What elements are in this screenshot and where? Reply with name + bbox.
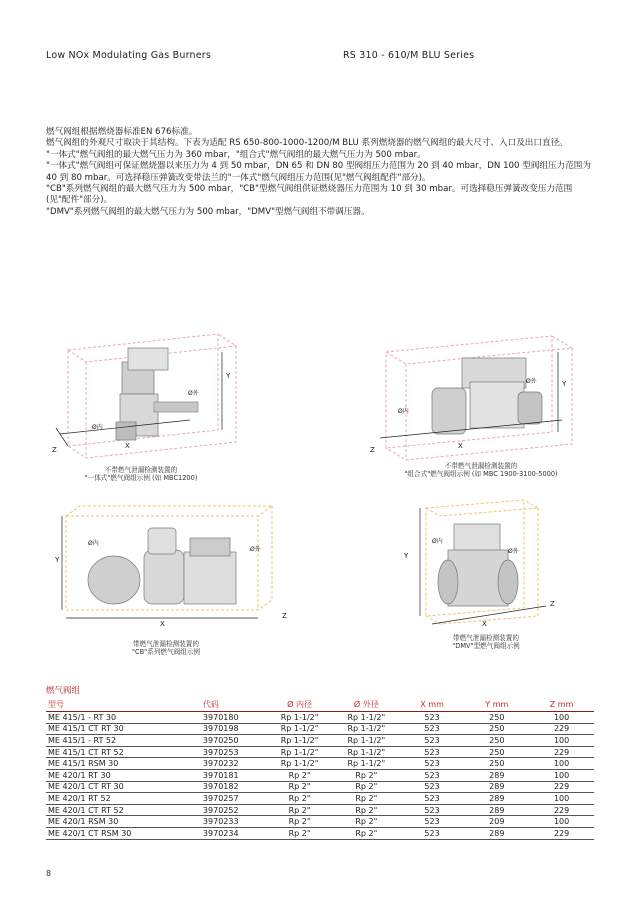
gas-train-table-section [46,684,594,840]
cell-x: 523 [400,735,465,747]
cell-model: ME 415/1 RSM 30 [46,758,193,770]
cell-y: 289 [464,781,529,793]
figure-dmv-valve [396,490,566,630]
cell-model: ME 420/1 RT 52 [46,793,193,805]
valve-illustration [50,322,250,464]
cell-code: 3970253 [193,746,266,758]
table-row [46,746,594,758]
dim-y-label: Y [404,552,409,560]
cell-x: 523 [400,758,465,770]
cell-x: 523 [400,769,465,781]
table-row [46,816,594,828]
cell-inlet: Rp 1-1/2" [266,746,333,758]
intro-line: "CB"系列燃气阀组的最大燃气压力为 500 mbar，"CB"型燃气阀组供证燃烧器压力范围为 10 到 30 mbar。可选择稳压弹簧改变压力范围(见"配件"部分)。 [46,184,573,206]
table-title: 燃气阀组 [46,686,81,696]
col-y: Y mm [464,698,529,712]
cell-model: ME 415/1 CT RT 52 [46,746,193,758]
cell-inlet: Rp 2" [266,804,333,816]
intro-line: 燃气阀组根据燃烧器标准EN 676标准。 [46,127,198,137]
col-z: Z mm [529,698,594,712]
col-x: X mm [400,698,465,712]
cell-code: 3970198 [193,723,266,735]
outlet-diameter-label: Ø外 [526,378,537,385]
intro-line: 燃气阀组的外观尺寸取决于其结构。下表为适配 RS 650-800-1000-1200/M BLU 系列燃烧器的燃气阀组的最大尺寸、入口及出口直径。 [46,138,568,149]
figure-caption: 带燃气泄漏检测装置的 "CB"系列燃气阀组示例 [132,640,200,656]
cell-outlet: Rp 2" [333,816,400,828]
figure-caption: 不带燃气泄漏检测装置的 "一体式"燃气阀组示例 (如 MBC1200) [84,466,198,482]
cell-model: ME 415/1 - RT 52 [46,735,193,747]
cell-code: 3970257 [193,793,266,805]
cell-inlet: Rp 1-1/2" [266,735,333,747]
dim-y-label: Y [55,556,60,564]
cell-inlet: Rp 2" [266,793,333,805]
cell-x: 523 [400,746,465,758]
dim-x-label: X [458,442,463,450]
col-inlet: Ø 内径 [266,698,333,712]
col-model: 型号 [46,698,193,712]
header-series: RS 310 - 610/M BLU Series [343,50,475,61]
table-row [46,723,594,735]
dim-z-label: Z [370,446,375,454]
cell-outlet: Rp 2" [333,793,400,805]
cell-model: ME 415/1 - RT 30 [46,712,193,724]
intro-line: "DMV"系列燃气阀组的最大燃气压力为 500 mbar，"DMV"型燃气阀组不带调压器。 [46,206,370,217]
cell-model: ME 420/1 CT RT 30 [46,781,193,793]
table-row [46,793,594,805]
cell-outlet: Rp 1-1/2" [333,712,400,724]
outlet-diameter-label: Ø外 [188,390,199,397]
dim-z-label: Z [550,600,555,608]
cell-inlet: Rp 2" [266,781,333,793]
cell-inlet: Rp 2" [266,827,333,839]
table-row [46,735,594,747]
dim-z-label: Z [52,446,57,454]
table-row [46,712,594,724]
col-outlet: Ø 外径 [333,698,400,712]
cell-model: ME 415/1 CT RT 30 [46,723,193,735]
cell-code: 3970250 [193,735,266,747]
cell-code: 3970232 [193,758,266,770]
figure-composite-valve [366,322,586,464]
figure-cb-valve [52,500,292,630]
cell-model: ME 420/1 RSM 30 [46,816,193,828]
cell-y: 289 [464,793,529,805]
cell-z: 229 [529,746,594,758]
cell-code: 3970252 [193,804,266,816]
cell-z: 100 [529,816,594,828]
page-number: 8 [46,869,52,878]
cell-z: 229 [529,827,594,839]
intro-line: "一体式"燃气阀组可保证燃烧器以来压力为 4 到 50 mbar，DN 65 和 DN 80 型阀组压力范围为 20 到 40 mbar，DN 100 型阀组压力范围为 40 到 80 mbar。可选择稳压弹簧改变带法兰的"一体式"燃气阀组压力范围(见"燃气阀组配件"部分)。 [46,161,591,183]
cell-x: 523 [400,712,465,724]
inlet-diameter-label: Ø内 [432,538,443,545]
table-header-row [46,698,594,712]
cell-inlet: Rp 1-1/2" [266,712,333,724]
cell-z: 229 [529,781,594,793]
table-row [46,769,594,781]
cell-y: 250 [464,758,529,770]
cell-z: 100 [529,758,594,770]
inlet-diameter-label: Ø内 [88,540,99,547]
cell-model: ME 420/1 CT RT 52 [46,804,193,816]
cell-y: 250 [464,746,529,758]
cell-inlet: Rp 2" [266,816,333,828]
header-title: Low NOx Modulating Gas Burners [46,50,212,61]
valve-illustration [366,322,586,464]
cell-y: 209 [464,816,529,828]
figure-monoblock-valve [50,322,250,464]
outlet-diameter-label: Ø外 [508,548,519,555]
cell-x: 523 [400,827,465,839]
cell-outlet: Rp 1-1/2" [333,735,400,747]
gas-train-table [46,698,594,840]
figure-caption: 不带燃气泄漏检测装置的 "组合式"燃气阀组示例 (如 MBC 1900-3100-5000) [404,462,558,478]
cell-y: 250 [464,712,529,724]
cell-code: 3970234 [193,827,266,839]
cell-x: 523 [400,816,465,828]
cell-x: 523 [400,804,465,816]
cell-z: 229 [529,723,594,735]
intro-line: "一体式"燃气阀组的最大燃气压力为 360 mbar，"组合式"燃气阀组的最大燃气压力为 500 mbar。 [46,149,426,160]
cell-model: ME 420/1 RT 30 [46,769,193,781]
outlet-diameter-label: Ø外 [250,546,261,553]
cell-inlet: Rp 2" [266,769,333,781]
inlet-diameter-label: Ø内 [398,408,409,415]
cell-code: 3970181 [193,769,266,781]
cell-inlet: Rp 1-1/2" [266,758,333,770]
cell-outlet: Rp 1-1/2" [333,723,400,735]
dim-y-label: Y [562,380,567,388]
dim-x-label: X [125,442,130,450]
table-row [46,781,594,793]
cell-x: 523 [400,793,465,805]
cell-outlet: Rp 1-1/2" [333,758,400,770]
cell-code: 3970182 [193,781,266,793]
table-row [46,758,594,770]
col-code: 代码 [193,698,266,712]
cell-z: 229 [529,804,594,816]
cell-model: ME 420/1 CT RSM 30 [46,827,193,839]
dim-y-label: Y [226,372,231,380]
cell-z: 100 [529,793,594,805]
cell-y: 250 [464,723,529,735]
cell-outlet: Rp 2" [333,769,400,781]
valve-illustration [396,490,566,630]
cell-inlet: Rp 1-1/2" [266,723,333,735]
cell-z: 100 [529,735,594,747]
inlet-diameter-label: Ø内 [92,424,103,431]
intro-text [46,127,594,218]
cell-code: 3970180 [193,712,266,724]
cell-y: 289 [464,769,529,781]
cell-code: 3970233 [193,816,266,828]
cell-x: 523 [400,781,465,793]
dim-z-label: Z [282,612,287,620]
cell-y: 250 [464,735,529,747]
cell-outlet: Rp 1-1/2" [333,746,400,758]
table-row [46,827,594,839]
valve-illustration [52,500,292,630]
cell-outlet: Rp 2" [333,827,400,839]
cell-outlet: Rp 2" [333,781,400,793]
dim-x-label: X [482,620,487,628]
cell-outlet: Rp 2" [333,804,400,816]
cell-z: 100 [529,712,594,724]
cell-y: 289 [464,804,529,816]
dim-x-label: X [160,620,165,628]
table-row [46,804,594,816]
cell-x: 523 [400,723,465,735]
cell-z: 100 [529,769,594,781]
cell-y: 289 [464,827,529,839]
figure-caption: 带燃气泄漏检测装置的 "DMV"型燃气阀组示例 [452,634,520,650]
